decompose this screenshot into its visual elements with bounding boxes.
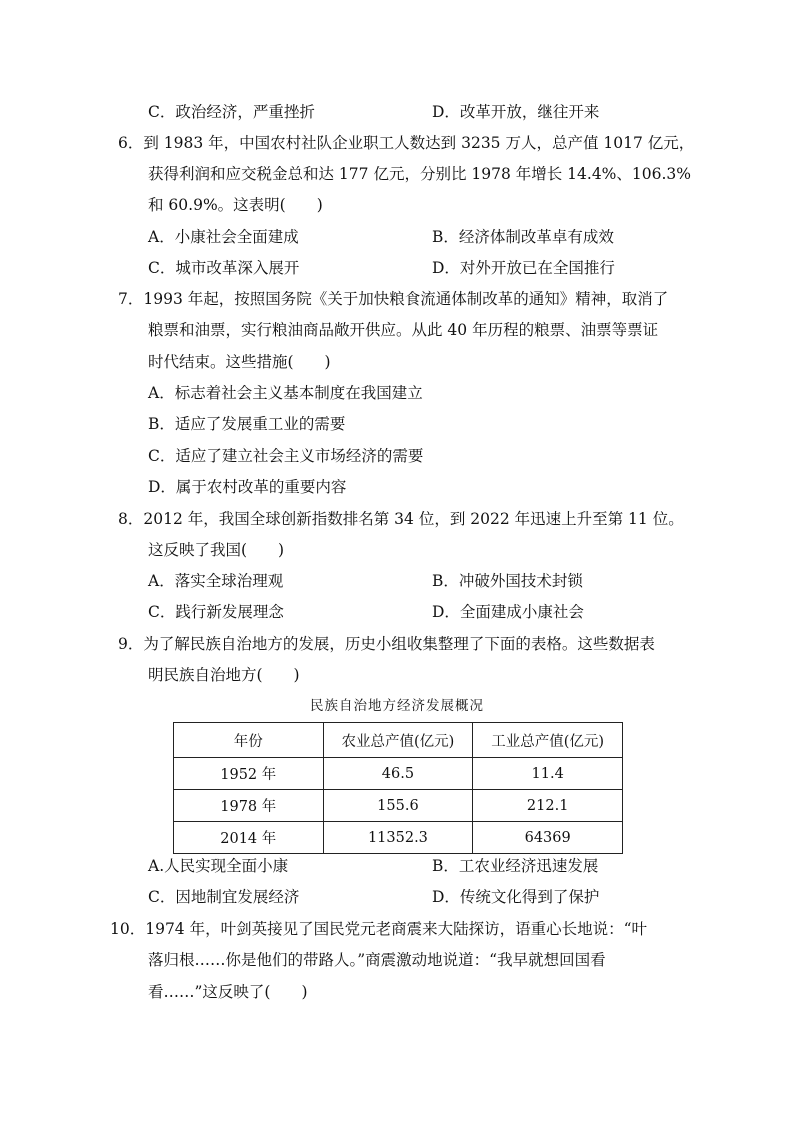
q7-option-d: D．属于农村改革的重要内容: [148, 478, 347, 496]
q10-stem-line-1: 10．1974 年，叶剑英接见了国民党元老商震来大陆探访，语重心长地说：“叶: [110, 920, 648, 938]
q6-option-d: D．对外开放已在全国推行: [432, 259, 615, 277]
q6-stem-line-1: 6．到 1983 年，中国农村社队企业职工人数达到 3235 万人，总产值 1017 亿元，: [118, 134, 695, 152]
q8-option-c: C．践行新发展理念: [148, 603, 284, 621]
header-agriculture: 农业总产值(亿元): [323, 723, 473, 758]
q8-option-a: A．落实全球治理观: [148, 572, 284, 590]
q8-stem-line-2: 这反映了我国( ): [148, 541, 285, 559]
q7-stem-line-1: 7．1993 年起，按照国务院《关于加快粮食流通体制改革的通知》精神，取消了: [118, 290, 669, 308]
q5-option-c: C．政治经济，严重挫折: [148, 103, 315, 121]
q9-stem-line-1: 9．为了解民族自治地方的发展，历史小组收集整理了下面的表格。这些数据表: [118, 635, 655, 653]
table-header-row: [174, 723, 623, 758]
q9-stem-line-2: 明民族自治地方( ): [148, 666, 300, 684]
q6-option-c: C．城市改革深入展开: [148, 259, 300, 277]
q7-option-a: A．标志着社会主义基本制度在我国建立: [148, 384, 423, 402]
q10-stem-line-3: 看……”这反映了( ): [148, 983, 308, 1001]
q8-option-b: B．冲破外国技术封锁: [432, 572, 583, 590]
q8-option-d: D．全面建成小康社会: [432, 603, 584, 621]
q6-option-a: A．小康社会全面建成: [148, 228, 299, 246]
cell-agriculture: 11352.3: [323, 822, 473, 854]
q9-option-c: C．因地制宜发展经济: [148, 888, 300, 906]
q9-option-b: B．工农业经济迅速发展: [432, 857, 599, 875]
q6-option-b: B．经济体制改革卓有成效: [432, 228, 614, 246]
q6-stem-line-2: 获得利润和应交税金总和达 177 亿元，分别比 1978 年增长 14.4%、106.3%: [148, 165, 692, 183]
q6-stem-line-3: 和 60.9%。这表明( ): [148, 196, 323, 214]
q7-option-b: B．适应了发展重工业的需要: [148, 415, 346, 433]
cell-industry: 64369: [473, 822, 623, 854]
table-caption: 民族自治地方经济发展概况: [310, 698, 484, 714]
cell-year: 1952 年: [174, 758, 324, 790]
q8-stem-line-1: 8．2012 年，我国全球创新指数排名第 34 位，到 2022 年迅速上升至第 11 位。: [118, 510, 684, 528]
q5-option-d: D．改革开放，继往开来: [432, 103, 600, 121]
cell-agriculture: 46.5: [323, 758, 473, 790]
q7-stem-line-3: 时代结束。这些措施( ): [148, 353, 331, 371]
cell-year: 1978 年: [174, 790, 324, 822]
table-row: [174, 790, 623, 822]
table-row: [174, 822, 623, 854]
q7-option-c: C．适应了建立社会主义市场经济的需要: [148, 447, 424, 465]
cell-industry: 212.1: [473, 790, 623, 822]
header-year: 年份: [174, 723, 324, 758]
q7-stem-line-2: 粮票和油票，实行粮油商品敞开供应。从此 40 年历程的粮票、油票等票证: [148, 321, 659, 339]
table-row: [174, 758, 623, 790]
header-industry: 工业总产值(亿元): [473, 723, 623, 758]
q9-option-a: A.人民实现全面小康: [148, 857, 289, 875]
cell-industry: 11.4: [473, 758, 623, 790]
economy-table: [173, 722, 623, 854]
q9-option-d: D．传统文化得到了保护: [432, 888, 600, 906]
cell-agriculture: 155.6: [323, 790, 473, 822]
q10-stem-line-2: 落归根……你是他们的带路人。”商震激动地说道：“我早就想回国看: [148, 951, 606, 969]
cell-year: 2014 年: [174, 822, 324, 854]
